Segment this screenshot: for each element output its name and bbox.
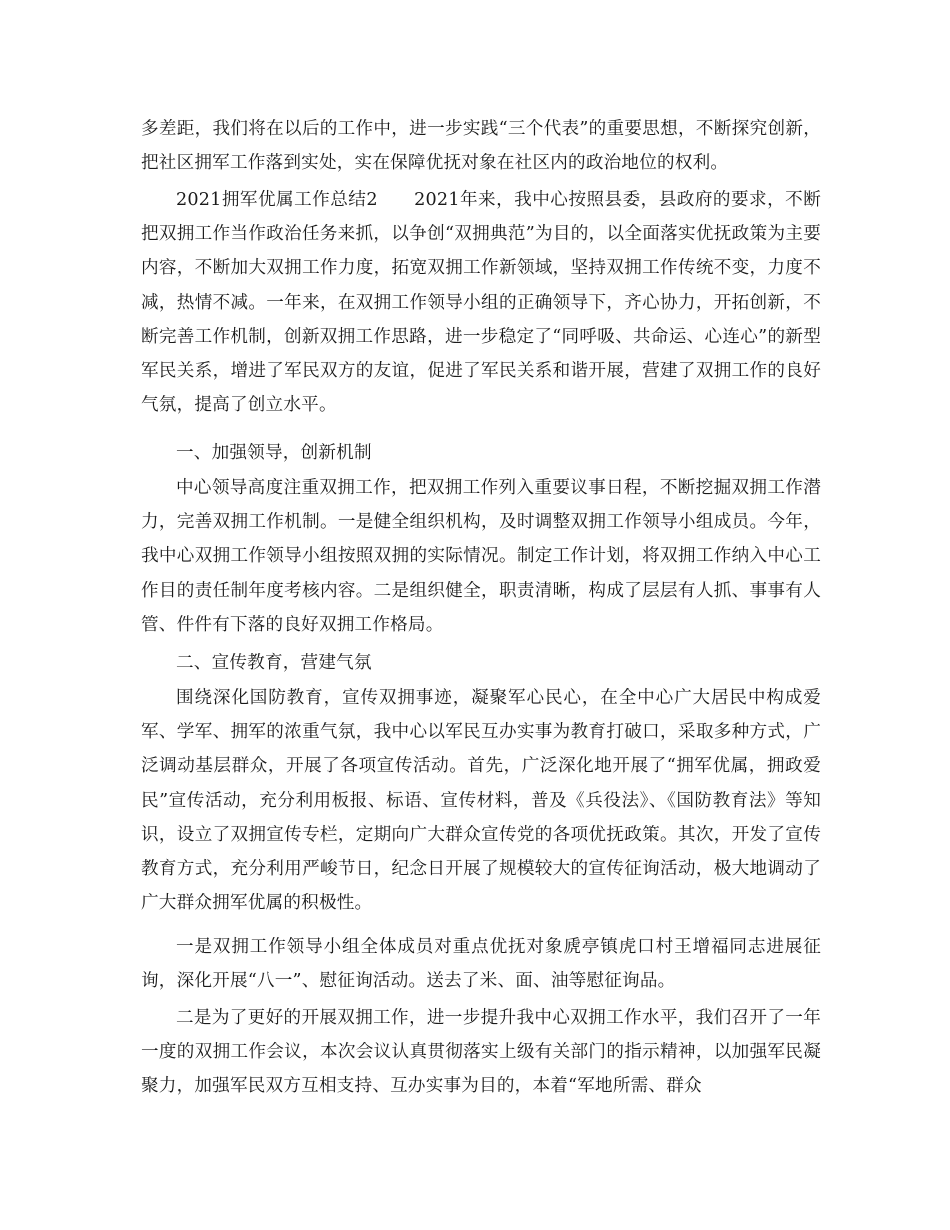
section-heading-2: 二、宣传教育，营建气氛 xyxy=(176,653,372,673)
paragraph-summary-intro: 2021拥军优属工作总结2 2021年来，我中心按照县委，县政府的要求，不断把双拥工作当作政治任务来抓，以争创“双拥典范”为目的，以全面落实优抚政策为主要内容，不断加大双拥工作力度，拓宽双拥工作新领域，坚持双拥工作传统不变，力度不减，热情不减。一年来，在双拥工作领导小组的正确领导下，齐心协力，开拓创新，不断完善工作机制，创新双拥工作思路，进一步稳定了“同呼吸、共命运、心连心”的新型军民关系，增进了军民双方的友谊，促进了军民关系和谐开展，营建了双拥工作的良好气氛，提高了创立水平。 xyxy=(141,190,821,416)
paragraph-item-2: 二是为了更好的开展双拥工作，进一步提升我中心双拥工作水平，我们召开了一年一度的双拥工作会议，本次会议认真贯彻落实上级有关部门的指示精神，以加强军民凝聚力，加强军民双方互相支持、互办实事为目的，本着“军地所需、群众 xyxy=(141,1008,821,1097)
paragraph-continuation: 多差距，我们将在以后的工作中，进一步实践“三个代表”的重要思想，不断探究创新，把社区拥军工作落到实处，实在保障优抚对象在社区内的政治地位的权利。 xyxy=(141,119,821,174)
paragraph-item-1: 一是双拥工作领导小组全体成员对重点优抚对象虒亭镇虎口村王增福同志进展征询，深化开展“八一”、慰征询活动。送去了米、面、油等慰征询品。 xyxy=(141,937,821,992)
paragraph-section-1: 中心领导高度注重双拥工作，把双拥工作列入重要议事日程，不断挖掘双拥工作潜力，完善双拥工作机制。一是健全组织机构，及时调整双拥工作领导小组成员。今年，我中心双拥工作领导小组按照双拥的实际情况。制定工作计划，将双拥工作纳入中心工作目的责任制年度考核内容。二是组织健全，职责清晰，构成了层层有人抓、事事有人管、件件有下落的良好双拥工作格局。 xyxy=(141,478,821,635)
section-heading-1: 一、加强领导，创新机制 xyxy=(176,443,372,463)
paragraph-section-2: 围绕深化国防教育，宣传双拥事迹，凝聚军心民心，在全中心广大居民中构成爱军、学军、拥军的浓重气氛，我中心以军民互办实事为教育打破口，采取多种方式，广泛调动基层群众，开展了各项宣传活动。首先，广泛深化地开展了“拥军优属，拥政爱民”宣传活动，充分利用板报、标语、宣传材料，普及《兵役法》、《国防教育法》等知识，设立了双拥宣传专栏，定期向广大群众宣传党的各项优抚政策。其次，开发了宣传教育方式，充分利用严峻节日，纪念日开展了规模较大的宣传征询活动，极大地调动了广大群众拥军优属的积极性。 xyxy=(141,688,821,914)
